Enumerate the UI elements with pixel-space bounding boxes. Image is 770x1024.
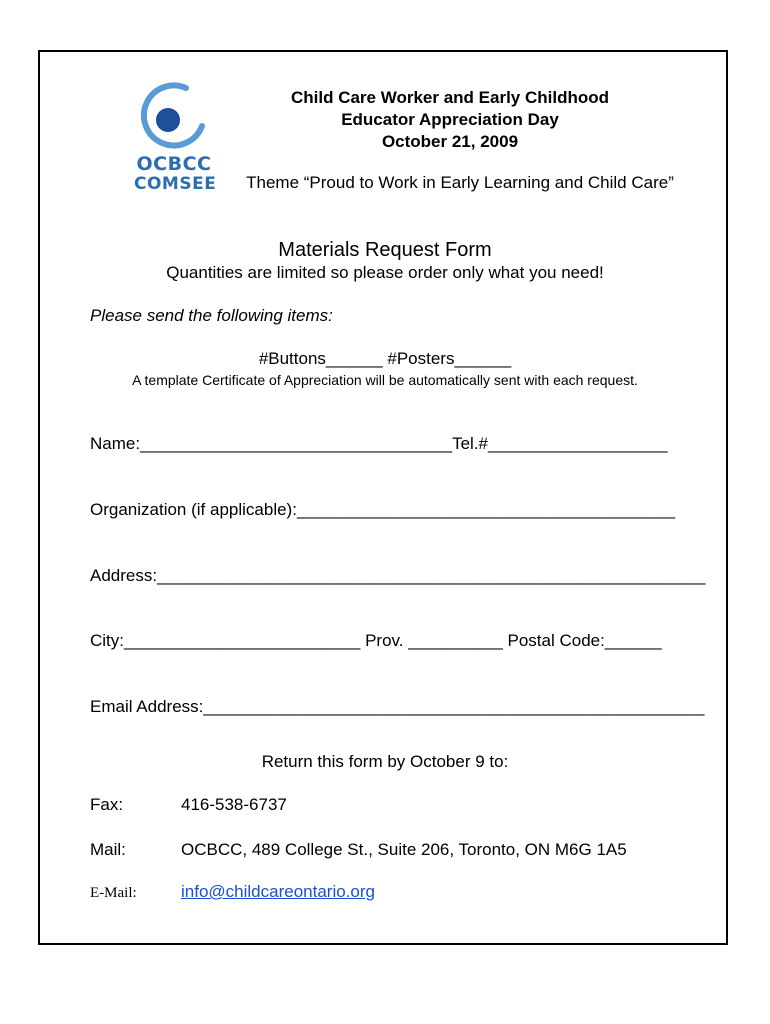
email-address-field[interactable]: Email Address:_____________________________________________________ xyxy=(90,697,705,716)
header-line-1: Child Care Worker and Early Childhood xyxy=(290,88,609,107)
name-tel-field[interactable]: Name:_________________________________Tel.#___________________ xyxy=(90,434,668,453)
header-theme: Theme “Proud to Work in Early Learning and Child Care” xyxy=(246,173,674,192)
address-field[interactable]: Address:__________________________________________________________ xyxy=(90,566,706,585)
mail-value: OCBCC, 489 College St., Suite 206, Toronto, ON M6G 1A5 xyxy=(181,840,627,859)
form-subtitle: Quantities are limited so please order only what you need! xyxy=(166,263,604,282)
form-title: Materials Request Form xyxy=(278,239,492,261)
logo-text-comsee: COMSEE xyxy=(134,174,217,194)
header-line-2: Educator Appreciation Day xyxy=(341,110,559,129)
return-heading: Return this form by October 9 to: xyxy=(261,752,509,771)
city-prov-postal-field[interactable]: City:_________________________ Prov. __________ Postal Code:______ xyxy=(90,631,662,650)
certificate-note: A template Certificate of Appreciation will be automatically sent with each request. xyxy=(132,372,638,388)
header-date: October 21, 2009 xyxy=(381,132,519,151)
mail-label: Mail: xyxy=(90,840,126,859)
quantities-fields[interactable]: #Buttons______ #Posters______ xyxy=(258,349,512,368)
email-link[interactable]: info@childcareontario.org xyxy=(181,882,375,901)
logo-text-ocbcc: OCBCC xyxy=(136,153,212,175)
organization-field[interactable]: Organization (if applicable):________________________________________ xyxy=(90,500,676,519)
fax-value: 416-538-6737 xyxy=(181,795,287,814)
fax-label: Fax: xyxy=(90,795,124,814)
please-send-label: Please send the following items: xyxy=(90,306,333,325)
email-label: E-Mail: xyxy=(90,885,137,901)
logo-ring-icon xyxy=(134,82,214,154)
